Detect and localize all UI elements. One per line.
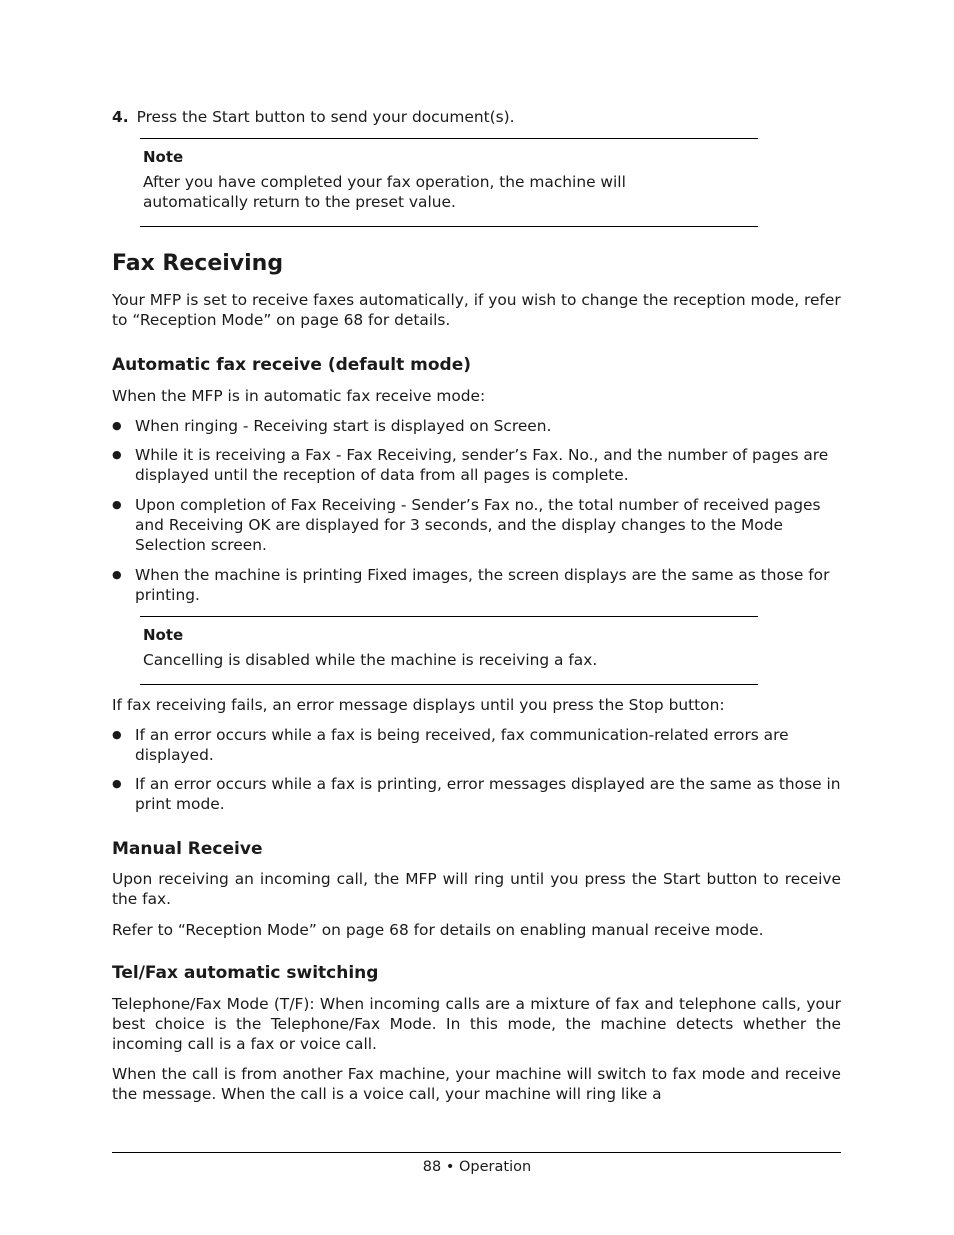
intro-paragraph: Your MFP is set to receive faxes automatically, if you wish to change the reception mode, refer to “Reception Mode” on page 68 for details.: [112, 291, 841, 329]
footer-divider: [112, 1152, 841, 1153]
list-item: ● If an error occurs while a fax is printing, error messages displayed are the same as those in print mode.: [112, 774, 841, 814]
list-item: ● Upon completion of Fax Receiving - Sender’s Fax no., the total number of received pages and Receiving OK are displayed for 3 seconds, and the display changes to the Mode Selection screen.: [112, 495, 841, 555]
list-item: ● If an error occurs while a fax is being received, fax communication-related errors are displayed.: [112, 725, 841, 765]
note-text: Cancelling is disabled while the machine is receiving a fax.: [143, 651, 598, 669]
step-text: Press the Start button to send your document(s).: [136, 108, 515, 126]
page-footer: 88 • Operation: [422, 1159, 532, 1175]
note-box: [140, 138, 758, 227]
manual-paragraph-2: Refer to “Reception Mode” on page 68 for details on enabling manual receive mode.: [112, 921, 764, 939]
step-number: 4.: [112, 108, 129, 126]
fail-lead: If fax receiving fails, an error message displays until you press the Stop button:: [112, 696, 725, 714]
note-title: Note: [143, 148, 184, 166]
note-title: Note: [143, 626, 184, 644]
note-text: After you have completed your fax operation, the machine will automatically return to the preset value.: [143, 173, 626, 211]
telfax-paragraph-1: Telephone/Fax Mode (T/F): When incoming calls are a mixture of fax and telephone calls, your best choice is the Telephone/Fax Mode. In this mode, the machine detects whether the incoming call is a fax or voice call.: [112, 995, 841, 1053]
auto-lead: When the MFP is in automatic fax receive mode:: [112, 387, 486, 405]
section-title: Fax Receiving: [112, 251, 284, 276]
subheading-automatic: Automatic fax receive (default mode): [112, 355, 472, 375]
subheading-manual: Manual Receive: [112, 839, 263, 859]
manual-paragraph-1: Upon receiving an incoming call, the MFP will ring until you press the Start button to receive the fax.: [112, 870, 841, 908]
telfax-paragraph-2: When the call is from another Fax machine, your machine will switch to fax mode and receive the message. When the call is a voice call, your machine will ring like a: [112, 1065, 841, 1103]
note-box-2: [140, 616, 758, 685]
step-4: [112, 107, 841, 127]
list-item: ● When ringing - Receiving start is displayed on Screen.: [112, 416, 841, 436]
subheading-telfax: Tel/Fax automatic switching: [112, 963, 379, 983]
list-item: ● While it is receiving a Fax - Fax Receiving, sender’s Fax. No., and the number of pages are displayed until the reception of data from all pages is complete.: [112, 445, 841, 485]
list-item: ● When the machine is printing Fixed images, the screen displays are the same as those for printing.: [112, 565, 841, 605]
